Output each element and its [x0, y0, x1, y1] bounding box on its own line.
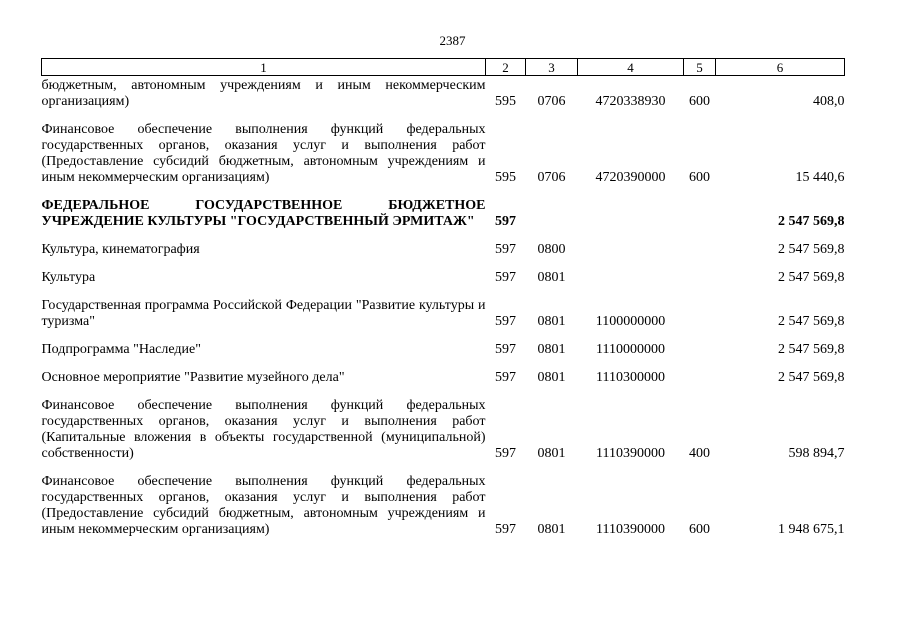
- row-description: Финансовое обеспечение выполнения функций федеральных государственных органов, оказания услуг и выполнения работ (Предоставление субсидий бюджетным, автономным учреждениям и иным некоммерческим организациям): [41, 474, 486, 537]
- row-code-section: 0706: [537, 170, 566, 185]
- table-row: [42, 230, 845, 258]
- header-col-1: 1: [42, 59, 486, 76]
- row-code-expense: [684, 258, 716, 286]
- table-row: [42, 330, 845, 358]
- table-row: [42, 462, 845, 538]
- row-amount: 2 547 569,8: [778, 314, 845, 329]
- row-code-ministry: 597: [495, 242, 516, 257]
- page-number: 2387: [439, 33, 466, 48]
- row-code-target: 1100000000: [595, 314, 666, 329]
- table-row: [42, 286, 845, 330]
- header-row: [42, 59, 845, 76]
- row-code-expense: [684, 286, 716, 330]
- row-description: Культура, кинематография: [41, 242, 200, 257]
- row-description: Государственная программа Российской Федерации "Развитие культуры и туризма": [41, 298, 486, 329]
- row-code-expense: [684, 358, 716, 386]
- row-code-ministry: 597: [495, 314, 516, 329]
- row-code-target: 4720338930: [595, 94, 666, 109]
- header-col-4: 4: [578, 59, 684, 76]
- row-code-section: 0801: [537, 522, 566, 537]
- table-row: [42, 358, 845, 386]
- row-code-ministry: 595: [495, 170, 516, 185]
- row-code-target: 1110390000: [596, 522, 665, 537]
- row-code-expense: 600: [689, 170, 710, 185]
- row-code-expense: 600: [689, 522, 710, 537]
- row-code-target: 4720390000: [595, 170, 666, 185]
- row-description: Основное мероприятие "Развитие музейного дела": [41, 370, 345, 385]
- row-description: бюджетным, автономным учреждениям и иным некоммерческим организациям): [41, 78, 486, 109]
- row-amount: 408,0: [813, 94, 845, 109]
- row-code-ministry: 597: [495, 342, 516, 357]
- row-code-target: [578, 186, 684, 230]
- row-code-section: 0801: [537, 314, 566, 329]
- row-code-section: 0801: [537, 370, 566, 385]
- row-code-section: 0800: [537, 242, 566, 257]
- budget-table: [41, 58, 845, 538]
- row-amount: 2 547 569,8: [778, 214, 845, 229]
- row-code-section: [526, 186, 578, 230]
- row-code-section: 0801: [537, 270, 566, 285]
- row-code-expense: [684, 186, 716, 230]
- row-amount: 598 894,7: [788, 446, 845, 461]
- table-row: [42, 186, 845, 230]
- row-code-section: 0801: [537, 342, 566, 357]
- row-code-expense: [684, 330, 716, 358]
- row-amount: 2 547 569,8: [778, 242, 845, 257]
- row-code-target: 1110000000: [596, 342, 665, 357]
- header-col-3: 3: [526, 59, 578, 76]
- row-code-ministry: 597: [495, 446, 516, 461]
- row-code-target: [578, 258, 684, 286]
- row-code-section: 0706: [537, 94, 566, 109]
- row-description: Финансовое обеспечение выполнения функций федеральных государственных органов, оказания услуг и выполнения работ (Капитальные вложения в объекты государственной (муниципальной) собственности): [41, 398, 486, 461]
- row-code-section: 0801: [537, 446, 566, 461]
- table-row: [42, 76, 845, 111]
- row-amount: 15 440,6: [795, 170, 845, 185]
- table-row: [42, 110, 845, 186]
- header-col-6: 6: [716, 59, 845, 76]
- row-code-target: 1110300000: [596, 370, 665, 385]
- row-description: Финансовое обеспечение выполнения функций федеральных государственных органов, оказания услуг и выполнения работ (Предоставление субсидий бюджетным, автономным учреждениям и иным некоммерческим организациям): [41, 122, 486, 185]
- row-code-expense: 600: [689, 94, 710, 109]
- table-row: [42, 258, 845, 286]
- row-amount: 1 948 675,1: [778, 522, 845, 537]
- table-row: [42, 386, 845, 462]
- row-code-ministry: 597: [495, 214, 516, 229]
- row-description: ФЕДЕРАЛЬНОЕ ГОСУДАРСТВЕННОЕ БЮДЖЕТНОЕ УЧРЕЖДЕНИЕ КУЛЬТУРЫ "ГОСУДАРСТВЕННЫЙ ЭРМИТАЖ": [41, 198, 486, 229]
- header-col-2: 2: [486, 59, 526, 76]
- row-amount: 2 547 569,8: [778, 270, 845, 285]
- row-description: Подпрограмма "Наследие": [41, 342, 201, 357]
- row-code-ministry: 595: [495, 94, 516, 109]
- row-amount: 2 547 569,8: [778, 370, 845, 385]
- row-code-expense: [684, 230, 716, 258]
- row-description: Культура: [41, 270, 96, 285]
- row-code-ministry: 597: [495, 370, 516, 385]
- row-code-target: 1110390000: [596, 446, 665, 461]
- header-col-5: 5: [684, 59, 716, 76]
- row-code-target: [578, 230, 684, 258]
- row-code-ministry: 597: [495, 270, 516, 285]
- row-amount: 2 547 569,8: [778, 342, 845, 357]
- row-code-expense: 400: [689, 446, 710, 461]
- row-code-ministry: 597: [495, 522, 516, 537]
